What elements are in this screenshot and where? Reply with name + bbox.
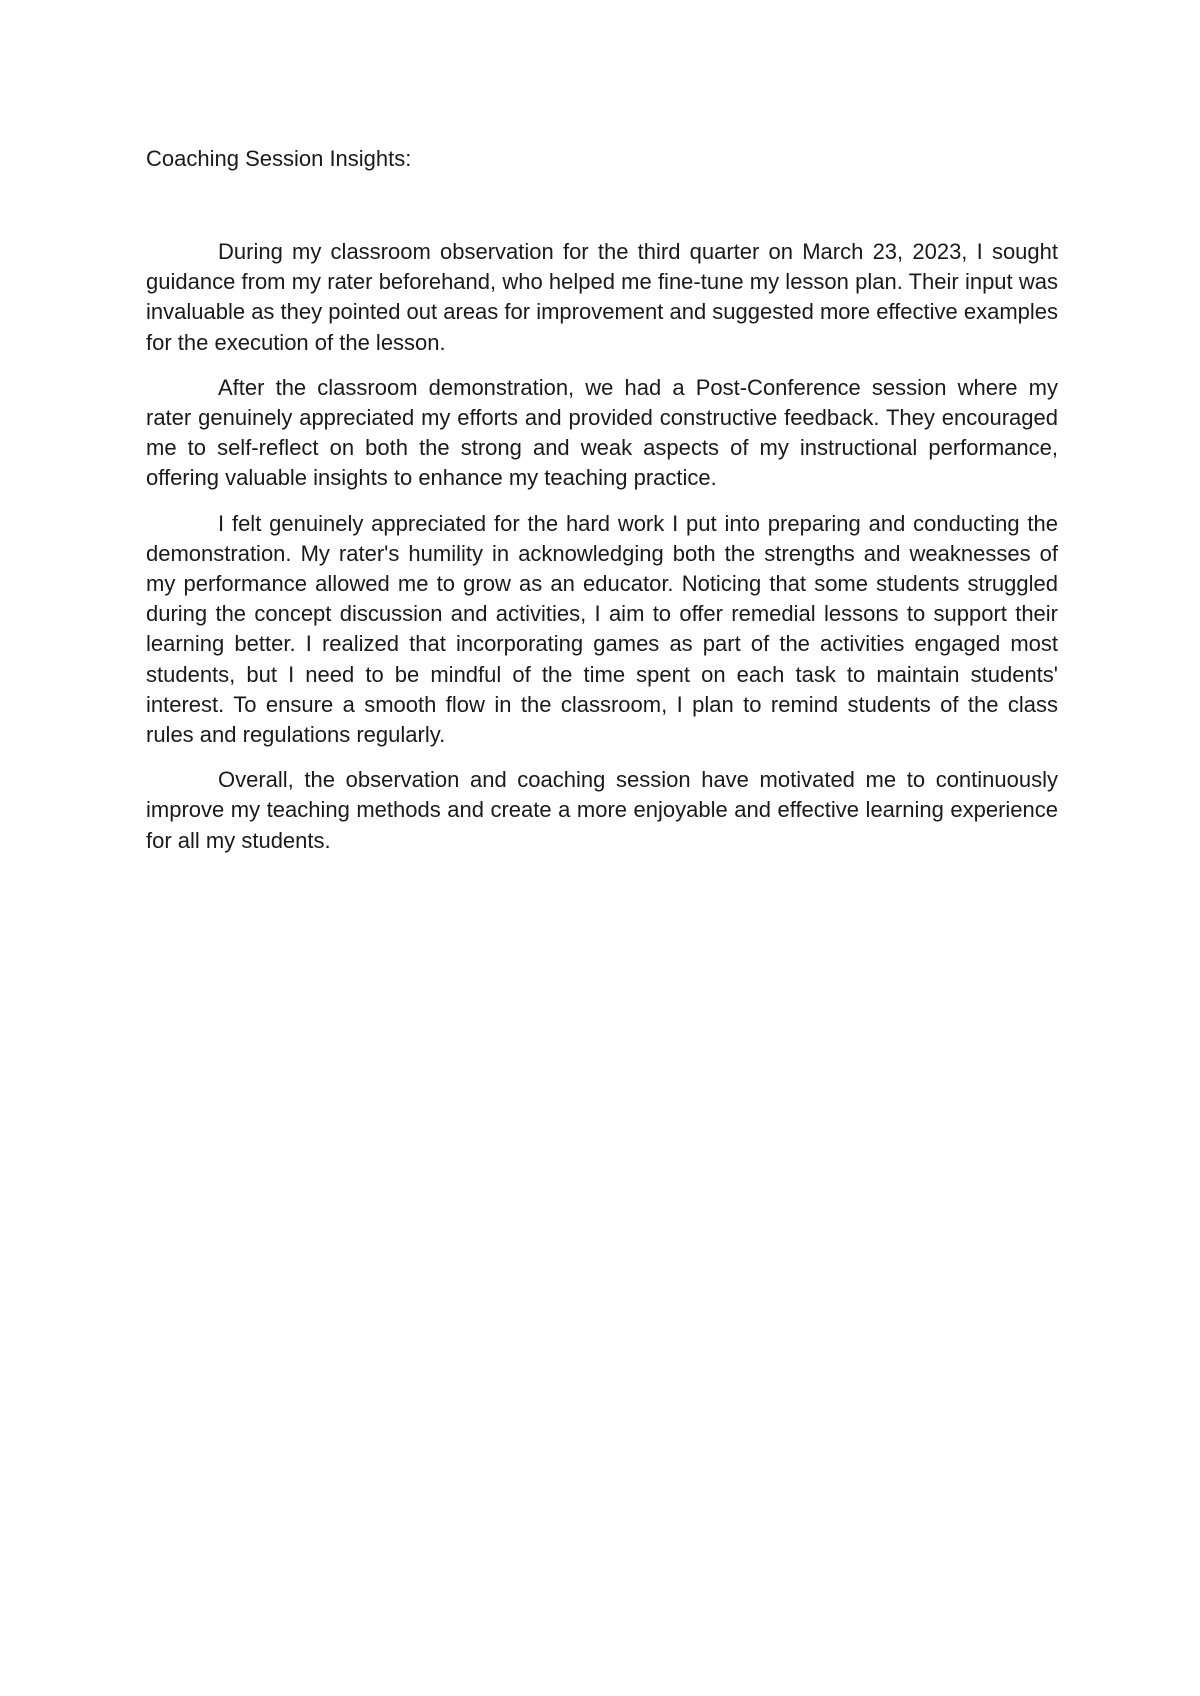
document-body: [146, 143, 1058, 871]
paragraph-observation: During my classroom observation for the third quarter on March 23, 2023, I sought guidance from my rater beforehand, who helped me fine-tune my lesson plan. Their input was invaluable as they pointed out areas for improvement and suggested more effective examples for the execution of the lesson.: [146, 239, 1058, 355]
document-title: Coaching Session Insights:: [146, 146, 412, 171]
paragraph-post-conference: After the classroom demonstration, we had a Post-Conference session where my rater genuinely appreciated my efforts and provided constructive feedback. They encouraged me to self-reflect on both the strong and weak aspects of my instructional performance, offering valuable insights to enhance my teaching practice.: [146, 374, 1058, 491]
paragraph-conclusion: Overall, the observation and coaching session have motivated me to continuously improve my teaching methods and create a more enjoyable and effective learning experience for all my students.: [146, 767, 1058, 853]
paragraph-reflection: I felt genuinely appreciated for the hard work I put into preparing and conducting the demonstration. My rater's humility in acknowledging both the strengths and weaknesses of my performance allowed me to grow as an educator. Noticing that some students struggled during the concept discussion and activities, I aim to offer remedial lessons to support their learning better. I realized that incorporating games as part of the activities engaged most students, but I need to be mindful of the time spent on each task to maintain students' interest. To ensure a smooth flow in the classroom, I plan to remind students of the class rules and regulations regularly.: [146, 510, 1058, 748]
